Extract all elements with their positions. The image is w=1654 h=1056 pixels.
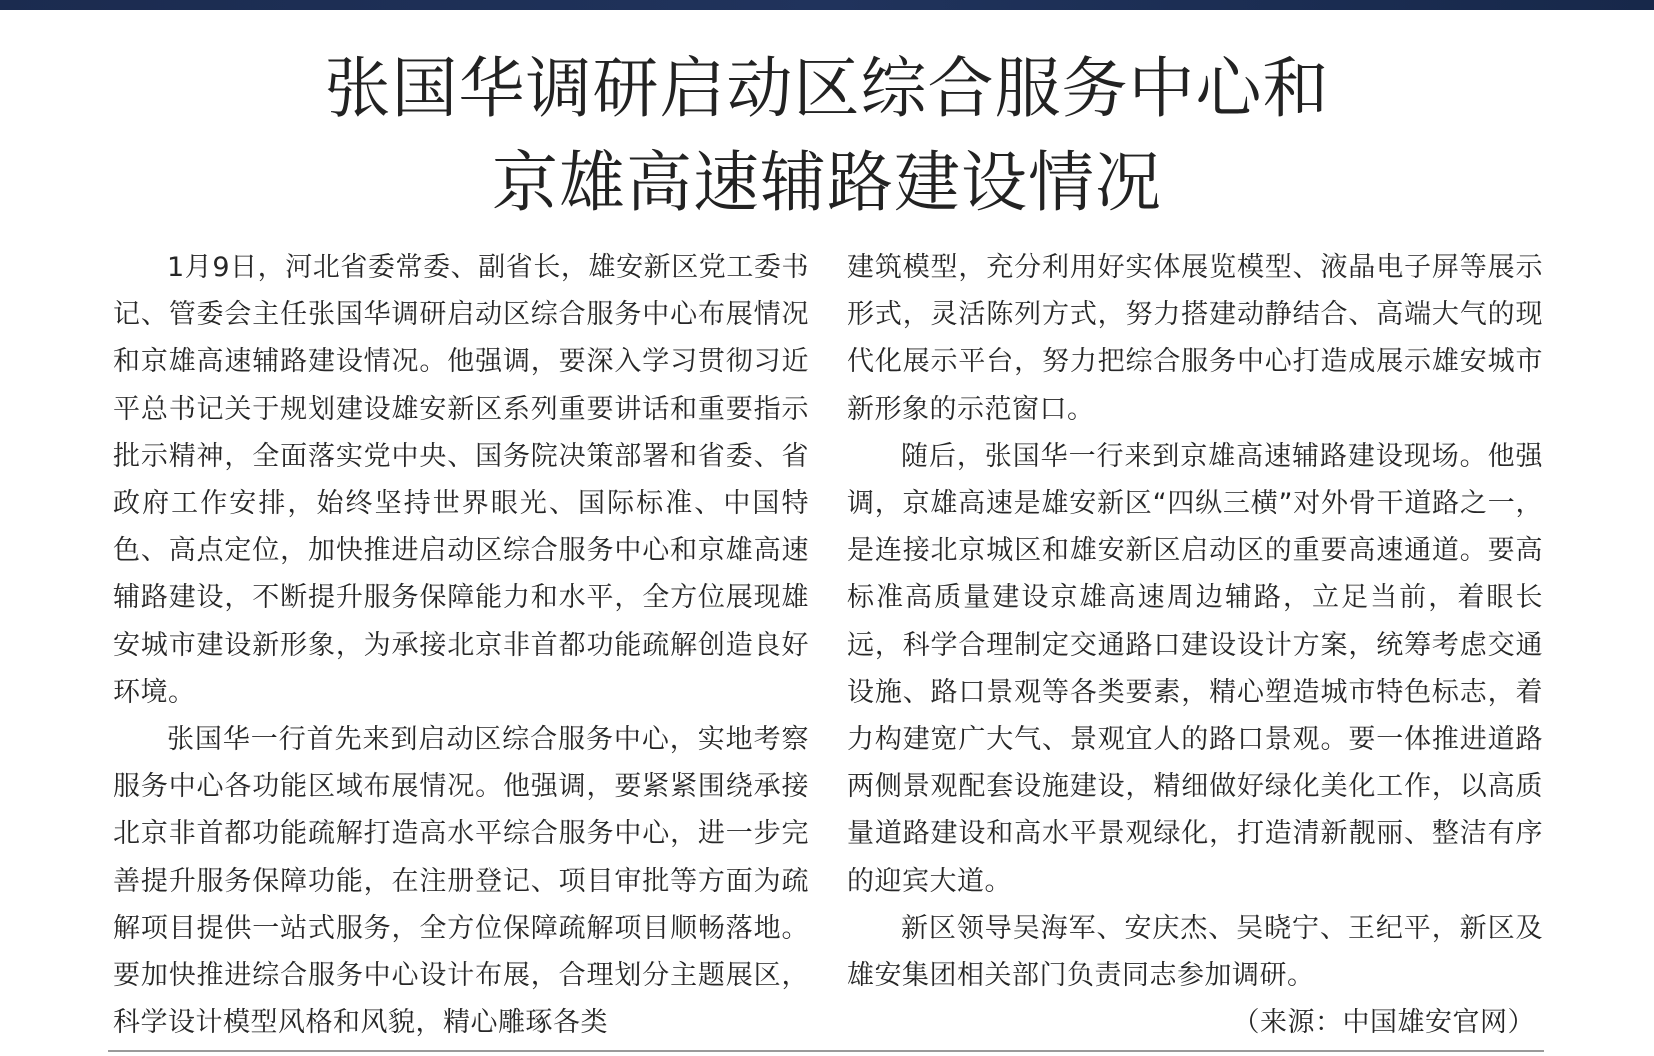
paragraph-2-continued: 建筑模型，充分利用好实体展览模型、液晶电子屏等展示形式，灵活陈列方式，努力搭建动静结合、高端大气的现代化展示平台，努力把综合服务中心打造成展示雄安城市新形象的示范窗口。 [847, 252, 1543, 425]
article-headline [0, 42, 1654, 230]
bottom-divider [108, 1050, 1544, 1052]
paragraph-1: 1月9日，河北省委常委、副省长，雄安新区党工委书记、管委会主任张国华调研启动区综合服务中心布展情况和京雄高速辅路建设情况。他强调，要深入学习贯彻习近平总书记关于规划建设雄安新区系列重要讲话和重要指示批示精神，全面落实党中央、国务院决策部署和省委、省政府工作安排，始终坚持世界眼光、国际标准、中国特色、高点定位，加快推进启动区综合服务中心和京雄高速辅路建设，不断提升服务保障能力和水平，全方位展现雄安城市建设新形象，为承接北京非首都功能疏解创造良好环境。 [113, 252, 809, 708]
headline-line-2: 京雄高速辅路建设情况 [492, 144, 1162, 221]
paragraph-2: 张国华一行首先来到启动区综合服务中心，实地考察服务中心各功能区域布展情况。他强调，要紧紧围绕承接北京非首都功能疏解打造高水平综合服务中心，进一步完善提升服务保障功能，在注册登记、项目审批等方面为疏解项目提供一站式服务，全方位保障疏解项目顺畅落地。要加快推进综合服务中心设计布展，合理划分主题展区，科学设计模型风格和风貌，精心雕琢各类 [113, 724, 809, 1039]
article-body [113, 244, 1543, 1046]
top-banner-bar [0, 0, 1654, 10]
paragraph-3: 随后，张国华一行来到京雄高速辅路建设现场。他强调，京雄高速是雄安新区“四纵三横”对外骨干道路之一，是连接北京城区和雄安新区启动区的重要高速通道。要高标准高质量建设京雄高速周边辅路，立足当前，着眼长远，科学合理制定交通路口建设设计方案，统筹考虑交通设施、路口景观等各类要素，精心塑造城市特色标志，着力构建宽广大气、景观宜人的路口景观。要一体推进道路两侧景观配套设施建设，精细做好绿化美化工作，以高质量道路建设和高水平景观绿化，打造清新靓丽、整洁有序的迎宾大道。 [847, 440, 1543, 897]
source-credit: （来源：中国雄安官网） [1232, 1007, 1535, 1039]
paragraph-4: 新区领导吴海军、安庆杰、吴晓宁、王纪平，新区及雄安集团相关部门负责同志参加调研。 [847, 912, 1543, 992]
left-column [113, 244, 809, 1046]
right-column [847, 244, 1543, 1046]
headline-line-1: 张国华调研启动区综合服务中心和 [324, 50, 1330, 127]
